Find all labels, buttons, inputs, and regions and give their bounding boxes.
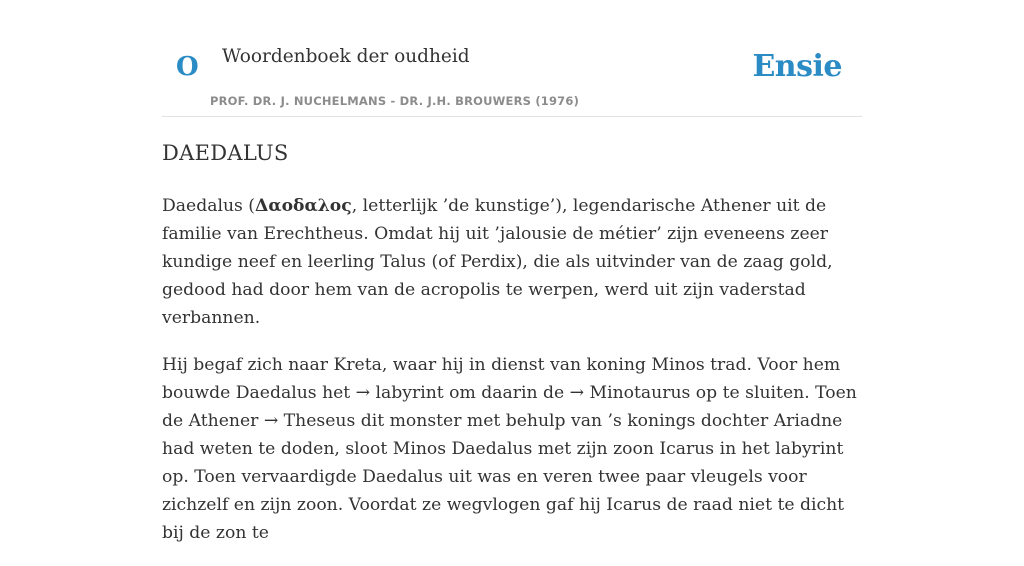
book-authors: PROF. DR. J. NUCHELMANS - DR. J.H. BROUWERS (1976) bbox=[210, 94, 580, 108]
paragraph-1-rest: , letterlijk ’de kunstige’), legendarische Athener uit de familie van Erechtheus. Omdat hij uit ’jalousie de métier’ zijn eveneens zeer kundige neef en leerling Talus (of Perdix), die als uitvinder van de zaag gold, gedood had door hem van de acropolis te werpen, werd uit zijn vaderstad verbannen. bbox=[162, 196, 833, 328]
greek-name: Δαοδαλος bbox=[255, 196, 352, 216]
index-letter-link[interactable]: O bbox=[176, 52, 199, 82]
paragraph-1 bbox=[162, 192, 862, 332]
book-title-link[interactable]: Woordenboek der oudheid bbox=[222, 46, 470, 67]
ensie-logo-link[interactable]: Ensie bbox=[752, 49, 842, 84]
entry-body bbox=[162, 192, 862, 566]
entry-title: DAEDALUS bbox=[162, 141, 289, 165]
paragraph-2: Hij begaf zich naar Kreta, waar hij in dienst van koning Minos trad. Voor hem bouwde Daedalus het → labyrint om daarin de → Minotaurus op te sluiten. Toen de Athener → Theseus dit monster met behulp van ’s konings dochter Ariadne had weten te doden, sloot Minos Daedalus met zijn zoon Icarus in het labyrint op. Toen vervaardigde Daedalus uit was en veren twee paar vleugels voor zichzelf en zijn zoon. Voordat ze wegvlogen gaf hij Icarus de raad niet te dicht bij de zon te bbox=[162, 355, 857, 543]
dictionary-header bbox=[162, 0, 862, 117]
paragraph-1-start: Daedalus ( bbox=[162, 196, 256, 216]
